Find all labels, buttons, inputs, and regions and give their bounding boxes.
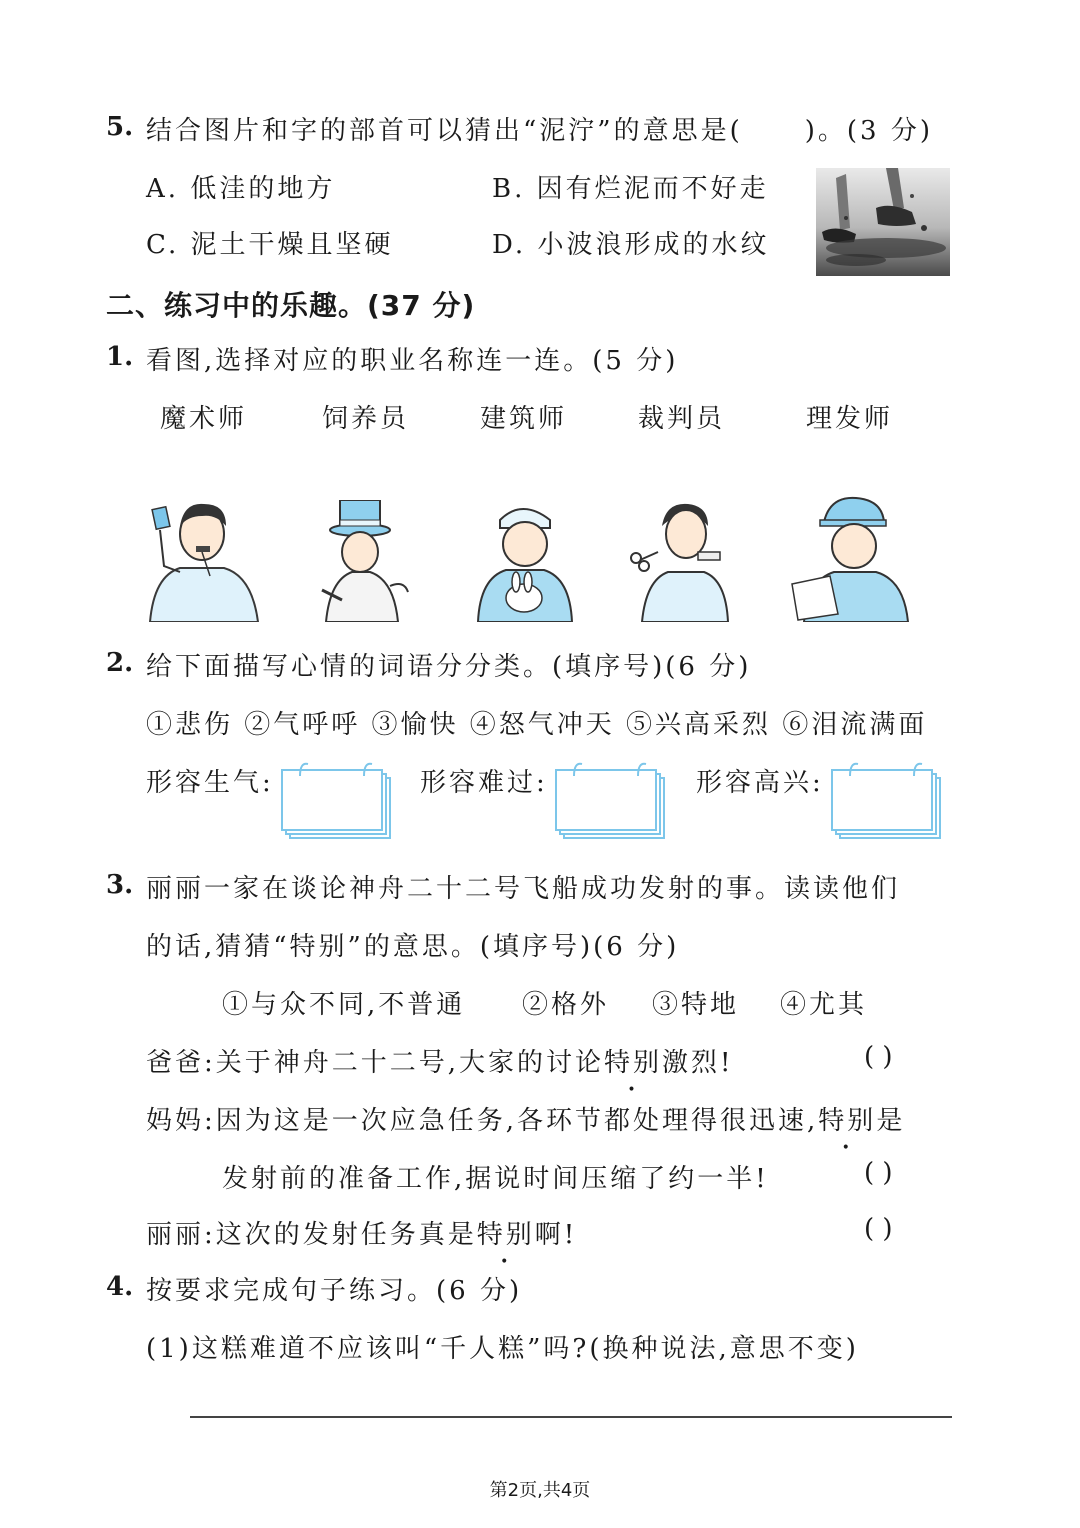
question-4-sub-1: (1)这糕难道不应该叫“千人糕”吗?(换种说法,意思不变) [146,1334,859,1364]
q5-option-c[interactable] [146,224,394,261]
question-5-number: 5. [106,112,134,142]
meaning-choice-4: ④尤其 [780,990,868,1020]
answer-box-angry[interactable] [276,762,396,842]
question-4-text: 按要求完成句子练习。(6 分) [146,1276,523,1306]
job-name-zookeeper[interactable]: 饲养员 [322,404,410,434]
meaning-choice-3: ③特地 [652,990,740,1020]
dialogue-text: 激烈! [662,1048,734,1078]
category-angry-label: 形容生气: [146,768,274,798]
category-sad-label: 形容难过: [420,768,548,798]
question-3-line-2: 的话,猜猜“特别”的意思。(填序号)(6 分) [146,932,680,962]
barber-figure[interactable] [628,498,732,622]
option-text: 泥土干燥且坚硬 [190,230,394,260]
question-4-number: 4. [106,1272,134,1302]
option-label: B. [492,174,526,204]
speaker-lili: 丽丽: [146,1220,216,1250]
option-label: A. [146,174,180,204]
referee-figure[interactable] [140,496,264,622]
job-name-referee[interactable]: 裁判员 [638,404,726,434]
answer-box-happy[interactable] [826,762,946,842]
dialogue-text: 是 [876,1106,906,1136]
question-2-text: 给下面描写心情的词语分分类。(填序号)(6 分) [146,652,752,682]
q5-option-a[interactable] [146,168,335,205]
job-name-architect[interactable]: 建筑师 [480,404,568,434]
job-name-magician[interactable]: 魔术师 [160,404,248,434]
dad-line [146,1042,734,1079]
architect-figure[interactable] [790,496,912,622]
option-text: 低洼的地方 [190,174,336,204]
question-1-text: 看图,选择对应的职业名称连一连。(5 分) [146,346,679,376]
dialogue-text: 这次的发射任务真是 [215,1220,477,1250]
question-5-text [146,110,933,147]
answer-box-sad[interactable] [550,762,670,842]
zookeeper-figure[interactable] [470,498,578,622]
dialogue-text: 啊! [534,1220,578,1250]
option-text: 小波浪形成的水纹 [537,230,770,260]
question-1-number: 1. [106,342,134,372]
lili-line [146,1214,577,1251]
meaning-choice-2: ②格外 [522,990,610,1020]
answer-line[interactable] [190,1416,952,1418]
job-name-barber[interactable]: 理发师 [806,404,894,434]
emphasized-word: 特别 [818,1106,877,1136]
mom-line [146,1100,905,1137]
option-label: C. [146,230,180,260]
speaker-mom: 妈妈: [146,1106,216,1136]
dialogue-text: 因为这是一次应急任务,各环节都处理得很迅速, [215,1106,819,1136]
meaning-choice-1: ①与众不同,不普通 [222,990,466,1020]
q5-option-b[interactable] [492,168,769,205]
muddy-footprint-photo [816,168,950,276]
option-label: D. [492,230,527,260]
category-happy-label: 形容高兴: [696,768,824,798]
q5-option-d[interactable] [492,224,769,261]
question-5-stem: 结合图片和字的部首可以猜出“泥泞”的意思是( [146,116,743,146]
page-number: 第2页,共4页 [489,1480,591,1501]
emphasized-word: 特别 [476,1220,535,1250]
emphasized-word: 特别 [604,1048,663,1078]
dialogue-text: 关于神舟二十二号,大家的讨论 [215,1048,605,1078]
question-5-score: )。(3 分) [804,116,933,146]
question-3-number: 3. [106,870,134,900]
mom-line-2: 发射前的准备工作,据说时间压缩了约一半! [222,1164,769,1194]
mood-word-list: ①悲伤 ②气呼呼 ③愉快 ④怒气冲天 ⑤兴高采烈 ⑥泪流满面 [146,710,928,740]
answer-blank-mom[interactable]: ( ) [864,1158,893,1188]
option-text: 因有烂泥而不好走 [536,174,769,204]
speaker-dad: 爸爸: [146,1048,216,1078]
answer-blank-lili[interactable]: ( ) [864,1214,893,1244]
section-title: 二、练习中的乐趣。(37 分) [106,289,476,322]
question-2-number: 2. [106,648,134,678]
question-3-line-1: 丽丽一家在谈论神舟二十二号飞船成功发射的事。读读他们 [146,874,901,904]
magician-figure[interactable] [312,500,416,622]
answer-blank-dad[interactable]: ( ) [864,1042,893,1072]
